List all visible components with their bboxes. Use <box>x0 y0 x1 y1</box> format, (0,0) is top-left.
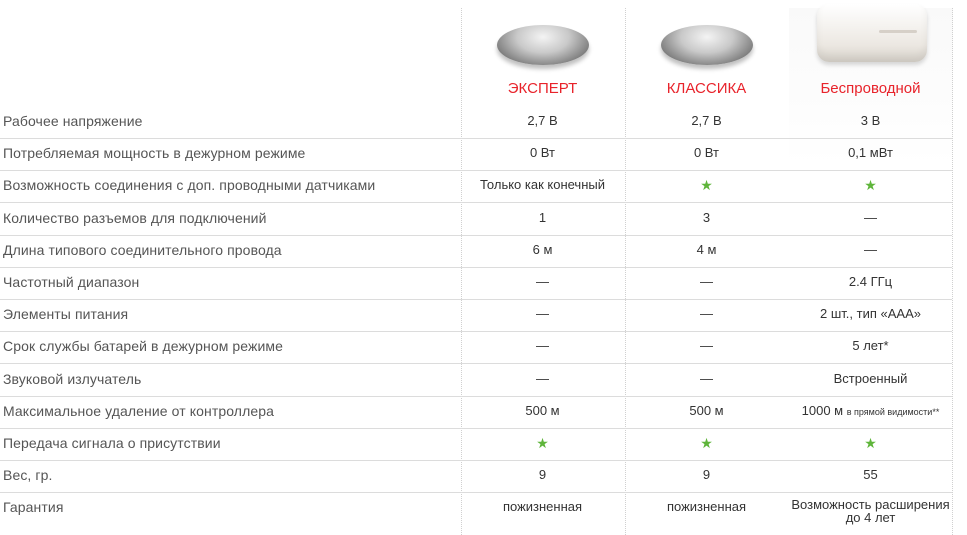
table-row <box>0 429 952 461</box>
value-text: 9 <box>538 467 547 483</box>
product-image-classic <box>661 25 753 65</box>
table-row <box>0 139 952 171</box>
value-text: 2 шт., тип «AAA» <box>820 306 921 322</box>
row-label: Потребляемая мощность в дежурном режиме <box>3 145 306 162</box>
product-header-classic <box>625 0 788 105</box>
row-value <box>461 338 624 353</box>
product-image-wireless <box>817 4 927 62</box>
table-row <box>0 493 952 524</box>
product-header-wireless <box>789 0 952 105</box>
star-icon <box>789 177 952 194</box>
row-label: Возможность соединения с доп. проводными датчиками <box>3 177 376 194</box>
row-value <box>789 274 952 289</box>
table-row <box>0 365 952 397</box>
value-text: пожизненная <box>502 499 583 515</box>
value-text: — <box>536 306 549 322</box>
table-row <box>0 107 952 139</box>
table-row <box>0 300 952 332</box>
table-row <box>0 236 952 268</box>
value-text: — <box>536 338 549 354</box>
row-value <box>461 177 624 192</box>
value-text: 0 Вт <box>529 145 556 161</box>
value-text: 2,7 В <box>527 113 558 128</box>
row-value <box>789 145 952 160</box>
row-value <box>625 306 788 321</box>
value-text: — <box>700 370 713 386</box>
row-label: Элементы питания <box>3 306 129 323</box>
row-value <box>789 498 952 524</box>
value-text: — <box>700 274 713 289</box>
product-name-expert: ЭКСПЕРТ <box>507 80 578 97</box>
row-label: Длина типового соединительного провода <box>3 241 282 258</box>
row-value <box>461 145 624 160</box>
value-text: 500 м <box>525 402 560 418</box>
value-text: 0 Вт <box>693 145 720 161</box>
value-text: Возможность расширения до 4 лет <box>791 497 950 526</box>
row-value <box>789 371 952 386</box>
row-value <box>789 306 952 321</box>
row-value <box>461 113 624 128</box>
value-text: 500 м <box>689 402 724 418</box>
row-value <box>625 467 788 482</box>
star-glyph: ★ <box>864 435 877 451</box>
table-row <box>0 204 952 236</box>
row-value <box>461 499 624 514</box>
product-header-expert <box>461 0 624 105</box>
row-value <box>789 467 952 482</box>
row-value <box>625 210 788 225</box>
row-value <box>625 274 788 289</box>
row-value <box>625 403 788 418</box>
device-logo <box>879 30 917 33</box>
star-icon <box>625 435 788 452</box>
row-value <box>625 371 788 386</box>
star-icon <box>461 435 624 452</box>
row-value <box>789 403 952 418</box>
row-value <box>625 145 788 160</box>
star-glyph: ★ <box>864 177 877 194</box>
row-value <box>789 338 952 353</box>
value-text: 55 <box>863 467 878 483</box>
value-text: пожизненная <box>666 499 747 515</box>
value-text: 1 <box>538 209 547 225</box>
row-label: Звуковой излучатель <box>3 370 142 387</box>
row-value <box>461 306 624 321</box>
value-text: 6 м <box>532 241 553 257</box>
row-label: Количество разъемов для подключений <box>3 209 267 226</box>
star-glyph: ★ <box>700 435 713 451</box>
value-text: Только как конечный <box>479 177 605 193</box>
value-text: 2.4 ГГц <box>848 274 893 289</box>
star-glyph: ★ <box>700 177 713 194</box>
star-icon <box>789 435 952 452</box>
table-row <box>0 171 952 203</box>
value-note: в прямой видимости** <box>846 406 940 417</box>
row-value <box>789 113 952 128</box>
value-text: — <box>700 306 713 322</box>
row-value <box>461 274 624 289</box>
row-value <box>625 242 788 257</box>
value-text: 3 В <box>860 113 881 128</box>
row-value <box>625 499 788 514</box>
product-image-expert <box>497 25 589 65</box>
row-label: Передача сигнала о присутствии <box>3 435 221 451</box>
value-text: — <box>864 209 877 225</box>
value-text: — <box>536 370 549 386</box>
star-glyph: ★ <box>536 435 549 451</box>
value-text: — <box>700 338 713 354</box>
row-value <box>461 210 624 225</box>
product-name-classic: КЛАССИКА <box>666 80 747 97</box>
product-name-wireless: Беспроводной <box>820 80 921 97</box>
row-value <box>625 113 788 128</box>
row-label: Рабочее напряжение <box>3 113 143 129</box>
table-row <box>0 397 952 429</box>
row-value <box>461 467 624 482</box>
star-icon <box>625 177 788 194</box>
table-row <box>0 268 952 300</box>
value-text: 0,1 мВт <box>848 145 893 161</box>
row-label: Максимальное удаление от контроллера <box>3 402 275 419</box>
row-value <box>461 403 624 418</box>
value-text: — <box>864 241 877 257</box>
row-value <box>789 242 952 257</box>
value-text: 2,7 В <box>691 113 722 128</box>
value-text: Встроенный <box>833 370 908 386</box>
table-row <box>0 461 952 493</box>
value-text: 9 <box>702 467 711 483</box>
value-text: 1000 м <box>801 402 844 418</box>
row-label: Гарантия <box>3 499 64 516</box>
row-value <box>461 242 624 257</box>
value-text: 4 м <box>696 241 717 257</box>
table-row <box>0 332 952 364</box>
row-value <box>625 338 788 353</box>
value-text: — <box>536 274 549 289</box>
row-label: Срок службы батарей в дежурном режиме <box>3 338 284 355</box>
value-text: 5 лет* <box>852 338 889 354</box>
value-text: 3 <box>702 209 711 225</box>
row-label: Вес, гр. <box>3 467 53 484</box>
row-label: Частотный диапазон <box>3 274 140 290</box>
row-value <box>789 210 952 225</box>
row-value <box>461 371 624 386</box>
